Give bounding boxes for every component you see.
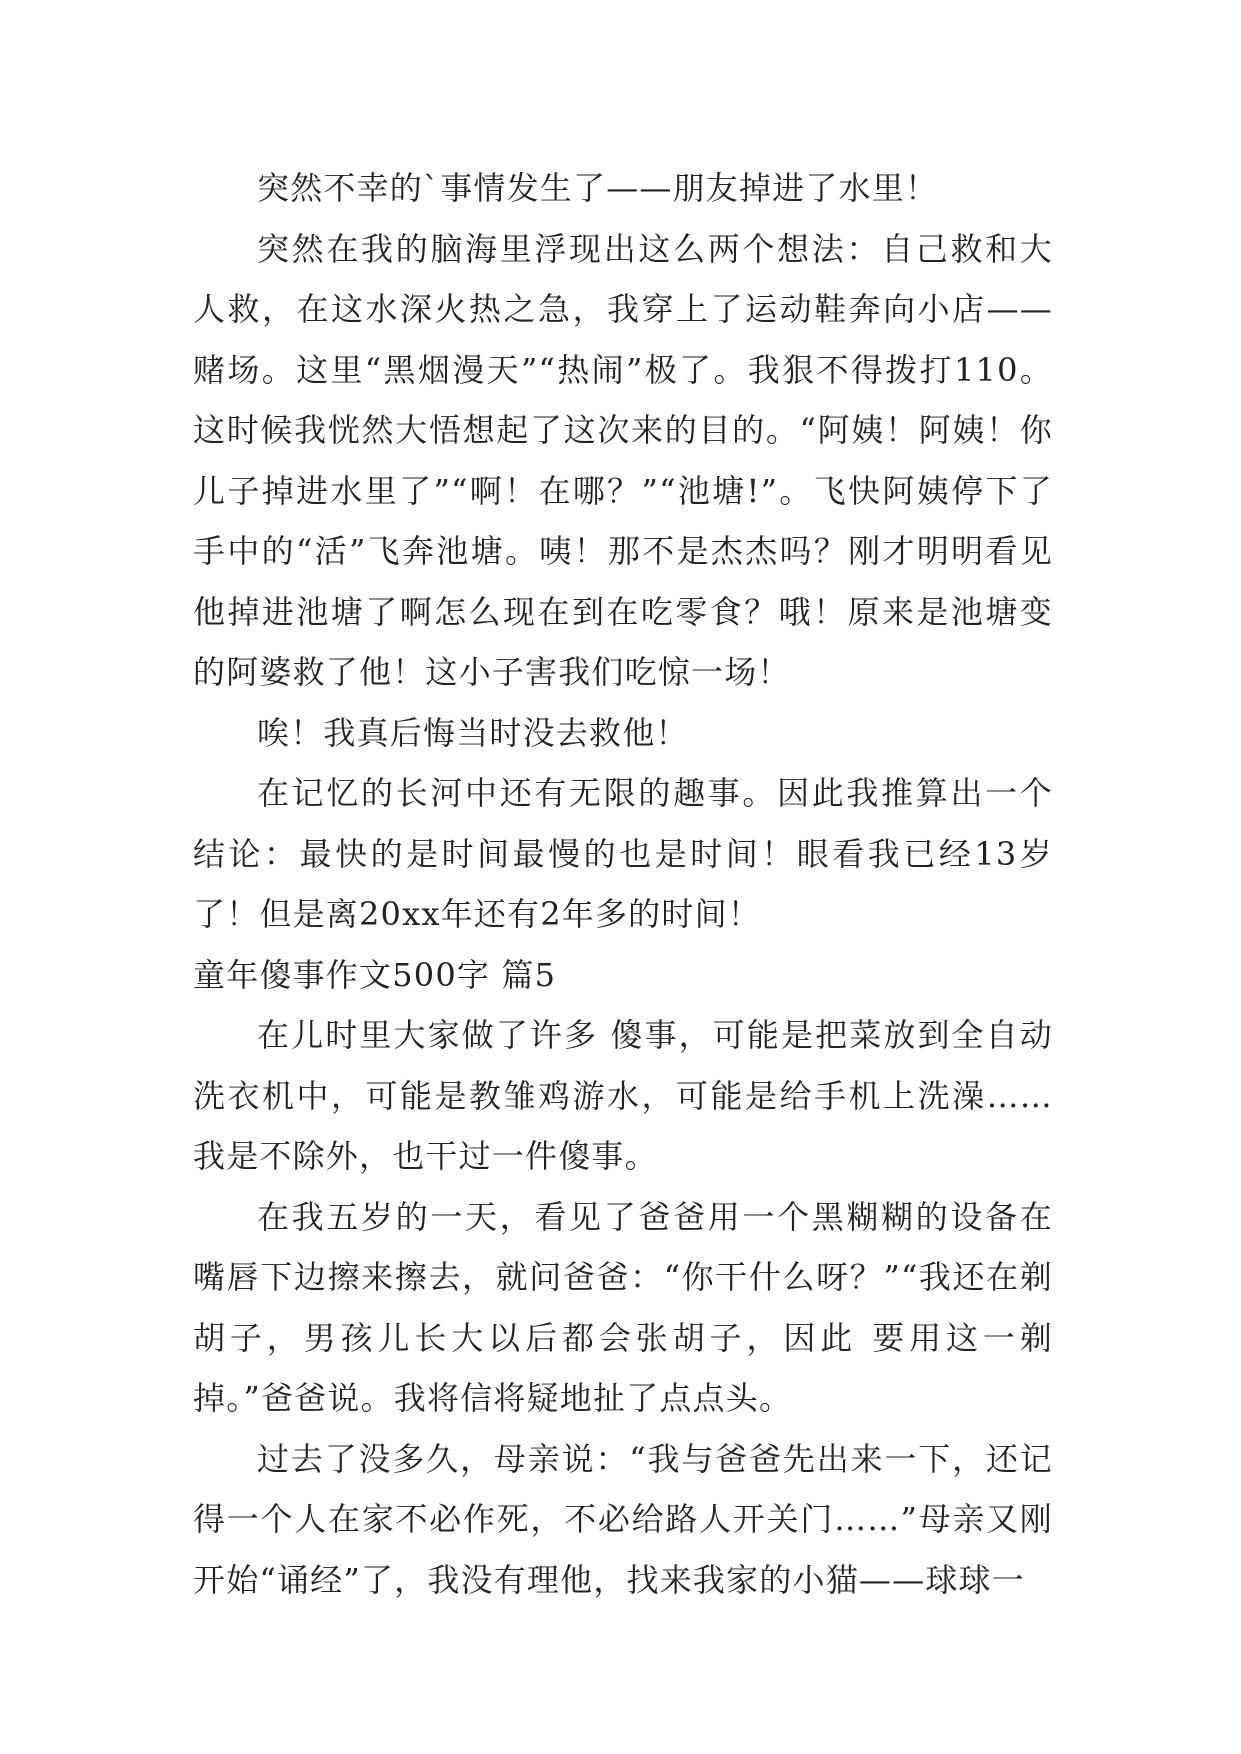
paragraph: 在儿时里大家做了许多 傻事，可能是把菜放到全自动洗衣机中，可能是教雏鸡游水，可能是给手机上洗澡……我是不除外，也干过一件傻事。 — [193, 1016, 1053, 1175]
paragraph: 突然在我的脑海里浮现出这么两个想法：自己救和大人救，在这水深火热之急，我穿上了运动鞋奔向小店——赌场。这里“黑烟漫天”“热闹”极了。我狠不得拨打110。这时候我恍然大悟想起了这次来的目的。“阿姨！阿姨！你儿子掉进水里了”“啊！在哪？”“池塘!”。飞快阿姨停下了手中的“活”飞奔池塘。咦！那不是杰杰吗？刚才明明看见他掉进池塘了啊怎么现在到在吃零食？哦！原来是池塘变的阿婆救了他！这小子害我们吃惊一场！ — [193, 229, 1053, 691]
paragraph: 突然不幸的`事情发生了——朋友掉进了水里！ — [257, 169, 939, 207]
section-heading: 童年傻事作文500字 篇5 — [193, 955, 557, 994]
document-body — [193, 158, 1053, 1610]
paragraph: 在记忆的长河中还有无限的趣事。因此我推算出一个结论：最快的是时间最慢的也是时间！眼看我已经13岁了！但是离20xx年还有2年多的时间！ — [193, 774, 1053, 933]
paragraph: 唉！我真后悔当时没去救他！ — [257, 713, 689, 752]
paragraph: 在我五岁的一天，看见了爸爸用一个黑糊糊的设备在嘴唇下边擦来擦去，就问爸爸：“你干什么呀？”“我还在剃胡子，男孩儿长大以后都会张胡子，因此 要用这一剃掉。”爸爸说。我将信将疑地扯了点点头。 — [193, 1197, 1053, 1417]
paragraph: 过去了没多久，母亲说：“我与爸爸先出来一下，还记得一个人在家不必作死，不必给路人开关门……”母亲又刚开始“诵经”了，我没有理他，找来我家的小猫——球球一 — [193, 1439, 1053, 1599]
